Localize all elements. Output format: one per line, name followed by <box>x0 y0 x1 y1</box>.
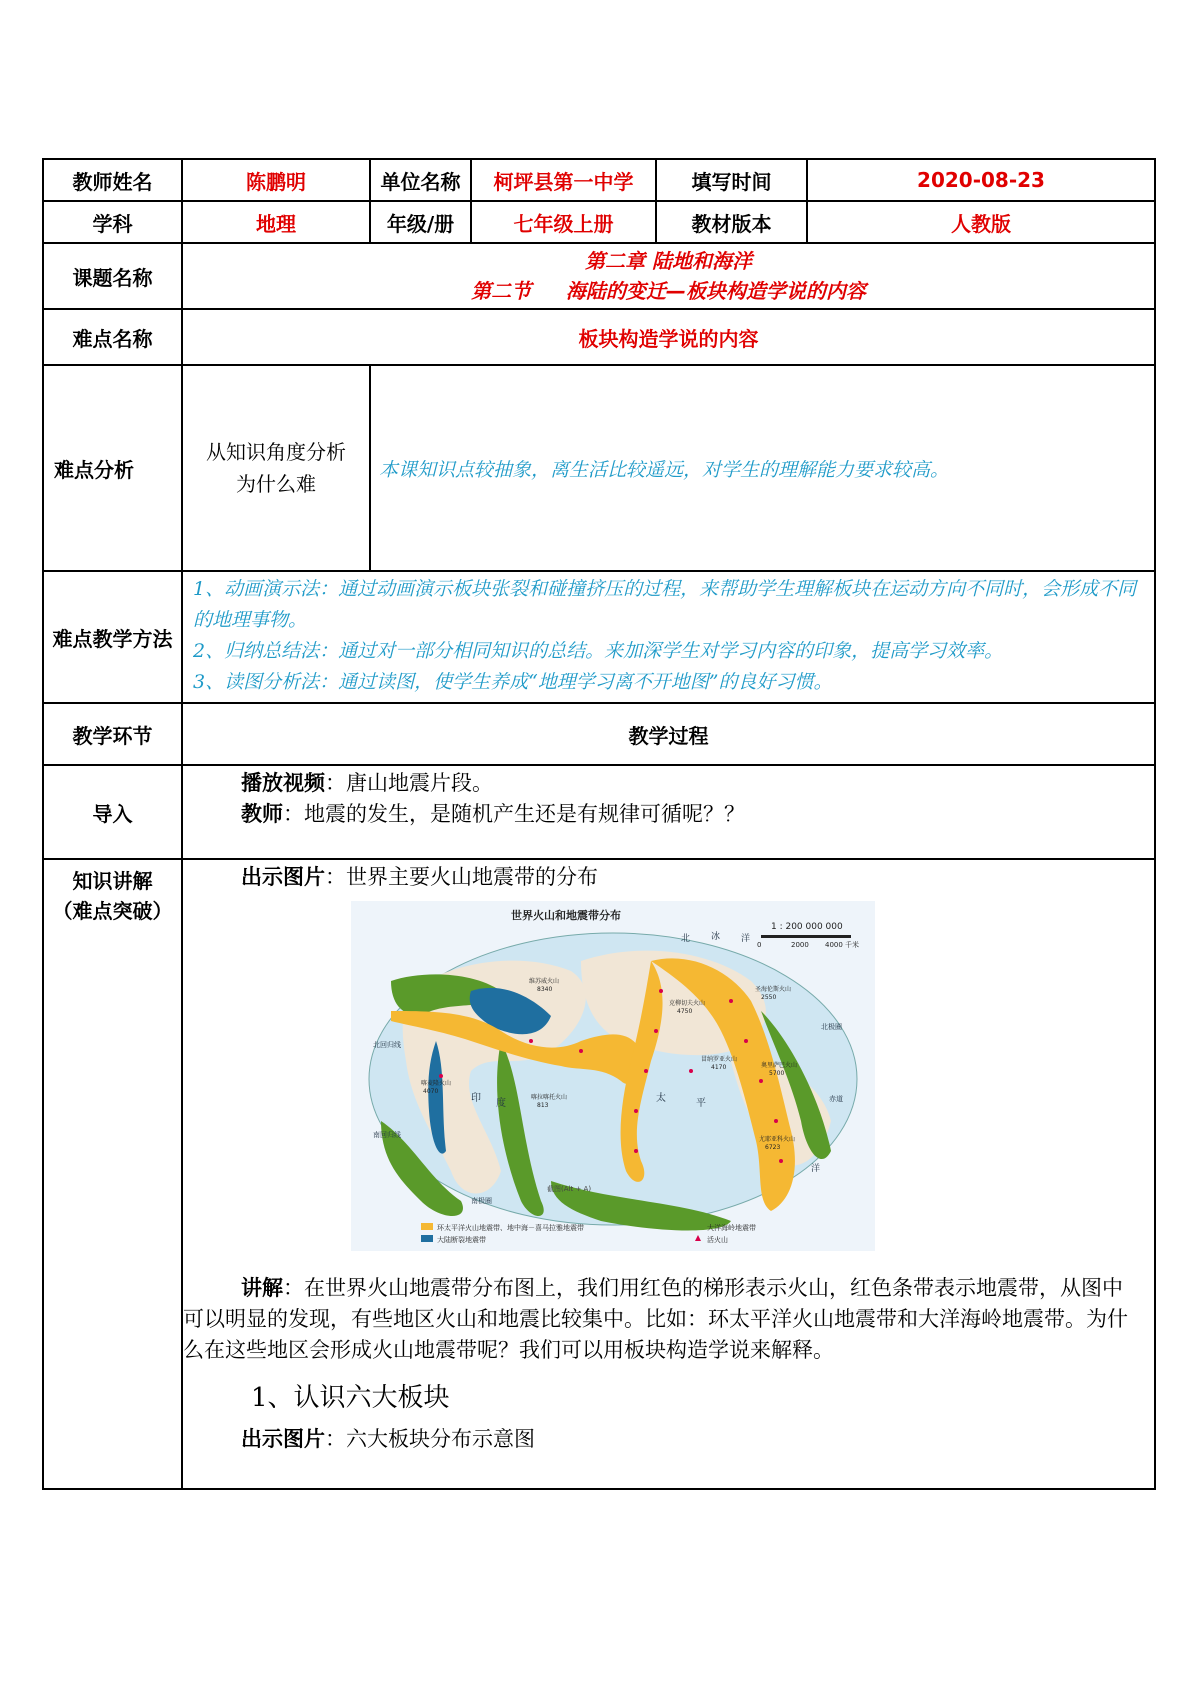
volcano-label-10: 喀麦隆火山 <box>421 1080 452 1087</box>
explain-bold: 讲解 <box>241 1276 283 1300</box>
intro-line-1-bold: 播放视频 <box>241 771 325 795</box>
process-value: 教学过程 <box>182 703 1155 765</box>
region-label-arctic: 北极圈 <box>821 1023 842 1031</box>
legend-label-rift: 大陆断裂地震带 <box>437 1236 486 1244</box>
map-watermark: 截图(Alt + A) <box>547 1185 592 1193</box>
subject-value: 地理 <box>182 201 370 243</box>
ocean-label-3: 洋 <box>741 934 751 944</box>
topic-line-1: 第二章 陆地和海洋 <box>585 249 752 273</box>
map-scale-tick-0: 0 <box>757 941 762 949</box>
unit-label: 单位名称 <box>370 159 471 201</box>
method-item-1: 1、动画演示法：通过动画演示板块张裂和碰撞挤压的过程，来帮助学生理解板块在运动方向不同时，会形成不同的地理事物。 <box>193 578 1137 631</box>
row-methods <box>43 571 1155 703</box>
methods-label: 难点教学方法 <box>43 571 182 703</box>
knowledge-label-line-2: （难点突破） <box>52 899 173 923</box>
volcano-label-9: 尤耶亚科火山 <box>759 1136 796 1143</box>
volcano-label-1: 维苏威火山 <box>529 978 560 985</box>
analysis-sub-label: 从知识角度分析为什么难 <box>182 365 370 571</box>
map-scale-tick-2: 4000 千米 <box>825 941 860 949</box>
show-image-2-text: ：六大板块分布示意图 <box>325 1427 535 1451</box>
knowledge-label-line-1: 知识讲解 <box>72 869 153 893</box>
methods-list <box>182 571 1155 703</box>
region-label-tropic-north: 北回归线 <box>373 1041 401 1049</box>
topic-label: 课题名称 <box>43 243 182 309</box>
map-scale: 1 : 200 000 000 <box>771 922 843 932</box>
intro-line-1-text: ：唐山地震片段。 <box>325 771 493 795</box>
row-difficulty <box>43 309 1155 365</box>
teacher-label: 教师姓名 <box>43 159 182 201</box>
volcano-label-7-value: 813 <box>537 1102 549 1109</box>
volcano-label-3-value: 2550 <box>761 994 777 1001</box>
region-label-antarctic: 南极圈 <box>471 1197 492 1205</box>
date-value: 2020-08-23 <box>807 159 1155 201</box>
analysis-label: 难点分析 <box>43 365 182 571</box>
legend-label-pacific: 环太平洋火山地震带、地中海－喜马拉雅地震带 <box>437 1224 584 1232</box>
unit-value: 柯坪县第一中学 <box>471 159 656 201</box>
method-item-2: 2、归纳总结法：通过对一部分相同知识的总结。来加深学生对学习内容的印象，提高学习效率。 <box>193 640 1004 662</box>
volcano-earthquake-map <box>351 901 875 1251</box>
legend-swatch-rift <box>421 1235 433 1242</box>
subject-label: 学科 <box>43 201 182 243</box>
row-teacher <box>43 159 1155 201</box>
ocean-label-5: 平 <box>696 1098 706 1109</box>
teacher-value: 陈鹏明 <box>182 159 370 201</box>
legend-swatch-pacific <box>421 1223 433 1230</box>
method-item-3: 3、读图分析法：通过读图，使学生养成“地理学习离不开地图”的良好习惯。 <box>193 671 833 693</box>
volcano-label-2-value: 4750 <box>677 1008 693 1015</box>
intro-line-2 <box>183 799 1154 830</box>
topic-line-2: 第二节 海陆的变迁—板块构造学说的内容 <box>471 279 866 303</box>
difficulty-value: 板块构造学说的内容 <box>182 309 1155 365</box>
edition-value: 人教版 <box>807 201 1155 243</box>
volcano-label-5: 冒纳罗亚火山 <box>701 1056 738 1063</box>
show-image-line-1 <box>183 862 1134 893</box>
show-image-line-2 <box>183 1424 1134 1455</box>
grade-label: 年级/册 <box>370 201 471 243</box>
row-topic <box>43 243 1155 309</box>
volcano-label-6-value: 5700 <box>769 1070 785 1077</box>
intro-line-2-text: ：地震的发生，是随机产生还是有规律可循呢？？ <box>283 802 745 826</box>
intro-line-1 <box>183 768 1154 799</box>
row-intro <box>43 765 1155 859</box>
volcano-label-9-value: 6723 <box>765 1144 781 1151</box>
explain-text: ：在世界火山地震带分布图上，我们用红色的梯形表示火山，红色条带表示地震带，从图中可以明显的发现，有些地区火山和地震比较集中。比如：环太平洋火山地震带和大洋海岭地震带。为什么在这些地区会形成火山地震带呢？我们可以用板块构造学说来解释。 <box>183 1276 1128 1362</box>
legend-label-ridge: 大洋海岭地震带 <box>707 1224 756 1232</box>
section-heading: 1、认识六大板块 <box>251 1383 450 1413</box>
analysis-text: 本课知识点较抽象，离生活比较遥远，对学生的理解能力要求较高。 <box>370 365 1155 571</box>
date-label: 填写时间 <box>656 159 807 201</box>
row-analysis <box>43 365 1155 571</box>
intro-line-2-bold: 教师 <box>241 802 283 826</box>
legend-label-volcano: 活火山 <box>707 1236 728 1244</box>
ocean-label-2: 冰 <box>711 932 721 942</box>
row-knowledge <box>43 859 1155 1489</box>
difficulty-label: 难点名称 <box>43 309 182 365</box>
show-image-1-bold: 出示图片 <box>241 865 325 889</box>
map-scale-bar <box>761 935 851 938</box>
ocean-label-6: 印 <box>471 1093 481 1104</box>
ocean-label-4: 太 <box>656 1093 666 1104</box>
volcano-label-2: 克柳切夫火山 <box>669 1000 706 1007</box>
volcano-label-10-value: 4070 <box>423 1088 439 1095</box>
map-scale-tick-1: 2000 <box>791 941 809 949</box>
volcano-label-1-value: 8340 <box>537 986 553 993</box>
knowledge-label-cell <box>43 859 182 1489</box>
volcano-label-5-value: 4170 <box>711 1064 727 1071</box>
ocean-label-7: 度 <box>496 1098 506 1109</box>
process-label: 教学环节 <box>43 703 182 765</box>
row-process-header <box>43 703 1155 765</box>
show-image-1-text: ：世界主要火山地震带的分布 <box>325 865 598 889</box>
intro-label: 导入 <box>43 765 182 859</box>
lesson-plan-table <box>42 158 1156 1490</box>
topic-value-cell <box>182 243 1155 309</box>
knowledge-content <box>182 859 1155 1489</box>
edition-label: 教材版本 <box>656 201 807 243</box>
show-image-2-bold: 出示图片 <box>241 1427 325 1451</box>
legend-swatch-ridge <box>691 1223 703 1230</box>
ocean-label-8: 洋 <box>811 1164 821 1174</box>
map-svg <box>351 901 875 1251</box>
map-title: 世界火山和地震带分布 <box>511 909 621 922</box>
intro-content <box>182 765 1155 859</box>
volcano-label-7: 喀拉喀托火山 <box>531 1094 568 1101</box>
grade-value: 七年级上册 <box>471 201 656 243</box>
explain-paragraph <box>183 1273 1134 1366</box>
region-label-equator: 赤道 <box>829 1095 843 1103</box>
row-subject <box>43 201 1155 243</box>
volcano-label-3: 圣海伦斯火山 <box>755 986 792 993</box>
volcano-label-6: 奥里萨巴火山 <box>761 1062 798 1069</box>
region-label-tropic-south: 南回归线 <box>373 1131 401 1139</box>
ocean-label-1: 北 <box>681 934 691 944</box>
